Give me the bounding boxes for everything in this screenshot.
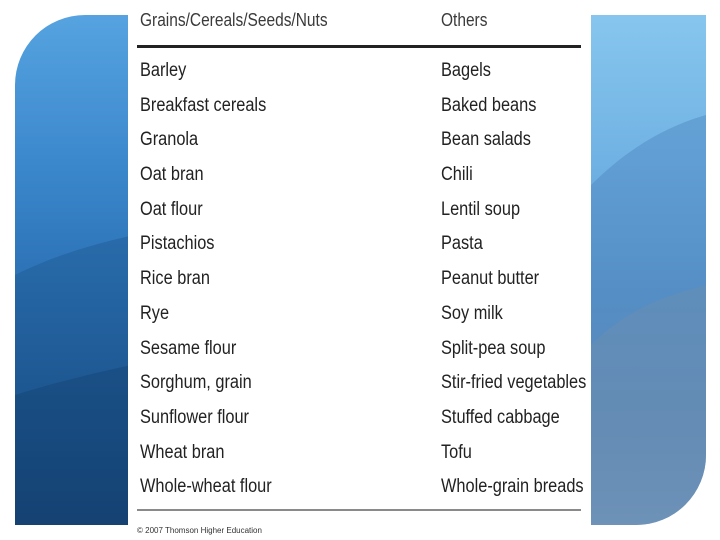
list-item: Split-pea soup [441, 337, 546, 359]
list-item: Bean salads [441, 129, 531, 151]
column-header-grains: Grains/Cereals/Seeds/Nuts [140, 10, 328, 30]
column-header-others: Others [441, 10, 488, 30]
list-item: Soy milk [441, 302, 503, 324]
list-item: Wheat bran [140, 441, 225, 463]
others-column [441, 54, 610, 505]
list-item: Bagels [441, 60, 491, 81]
list-item: Stuffed cabbage [441, 406, 560, 428]
list-item: Whole-grain breads [441, 476, 584, 498]
table-header [140, 6, 580, 36]
list-item: Stir-fried vegetables [441, 372, 587, 394]
list-item: Peanut butter [441, 268, 540, 290]
header-divider [137, 45, 581, 48]
fiber-sources-table [128, 0, 591, 526]
list-item: Barley [140, 60, 187, 81]
grains-column [140, 54, 293, 505]
list-item: Sunflower flour [140, 406, 249, 428]
list-item: Breakfast cereals [140, 94, 267, 116]
list-item: Rice bran [140, 268, 210, 290]
list-item: Pasta [441, 233, 483, 255]
list-item: Oat bran [140, 164, 204, 186]
copyright-notice: © 2007 Thomson Higher Education [137, 526, 262, 535]
list-item: Tofu [441, 441, 472, 463]
list-item: Oat flour [140, 198, 203, 220]
list-item: Granola [140, 129, 199, 151]
list-item: Rye [140, 302, 170, 324]
list-item: Whole-wheat flour [140, 476, 272, 498]
list-item: Sorghum, grain [140, 372, 252, 394]
list-item: Chili [441, 164, 473, 186]
list-item: Lentil soup [441, 198, 521, 220]
list-item: Baked beans [441, 94, 537, 116]
list-item: Pistachios [140, 233, 215, 255]
list-item: Sesame flour [140, 337, 237, 359]
footer-divider [137, 509, 581, 511]
